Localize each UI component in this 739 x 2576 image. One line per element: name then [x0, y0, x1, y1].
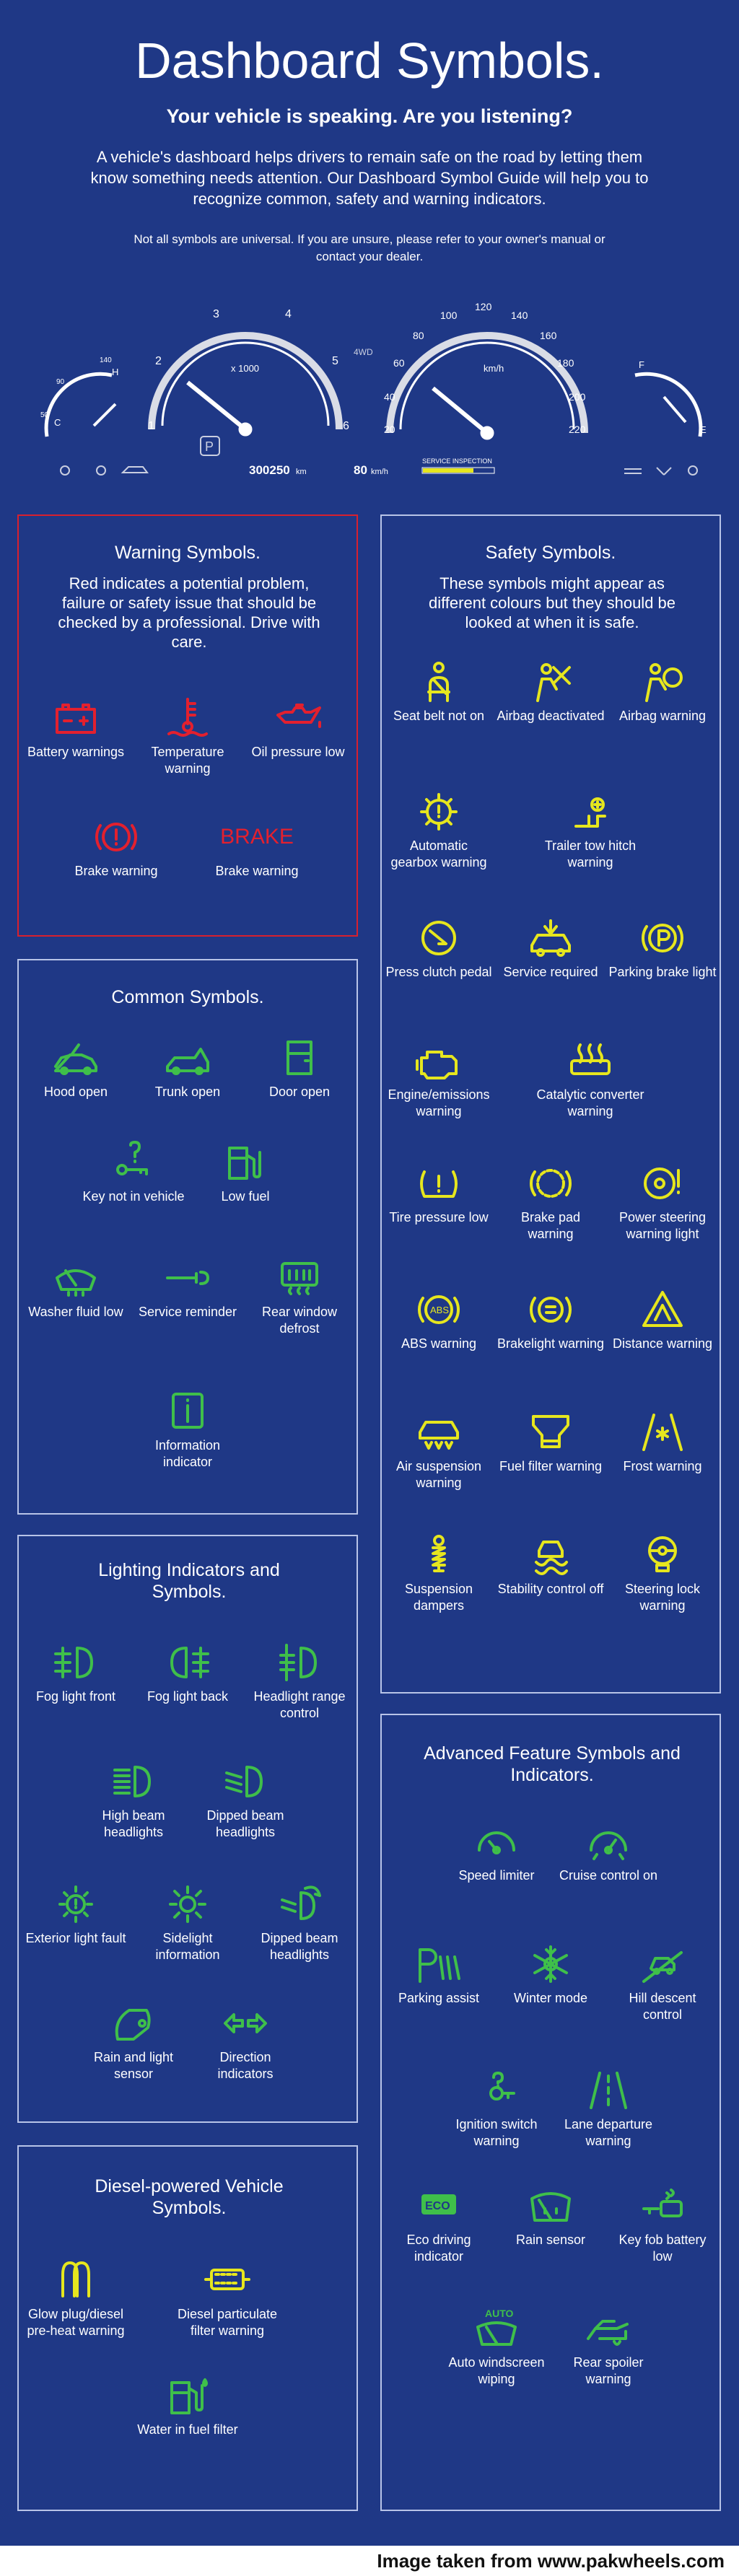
auto-wiper-icon [473, 2307, 520, 2350]
advanced-item [497, 1942, 605, 2007]
engine-icon [416, 1039, 462, 1082]
label: Cruise control on [559, 1868, 658, 1883]
speed-label-80: 80 [413, 330, 424, 341]
advanced-item [608, 2184, 717, 2265]
sidelight-icon [165, 1883, 211, 1926]
service-bar [422, 468, 494, 473]
safety-item [385, 660, 493, 724]
image-credit: Image taken from www.pakwheels.com [0, 2546, 739, 2576]
trailer-icon [567, 790, 613, 833]
lighting-title: Lighting Indicators and Symbols. [98, 1560, 280, 1602]
label: Hill descent control [629, 1991, 696, 2022]
common-symbols-panel [17, 959, 358, 1515]
svg-text:ABS: ABS [430, 1305, 450, 1315]
lighting-item [134, 1641, 242, 1705]
tire-icon [416, 1162, 462, 1205]
key-icon [110, 1141, 157, 1184]
steering-lock-icon [639, 1533, 686, 1577]
advanced-item [554, 2069, 663, 2150]
label: Information indicator [154, 1438, 221, 1469]
advanced-item [554, 1820, 663, 1884]
safety-item [497, 660, 605, 724]
label: Seat belt not on [393, 709, 485, 723]
label: Battery warnings [27, 745, 125, 759]
seatbelt-icon [416, 660, 462, 704]
dpf-icon [204, 2259, 250, 2302]
speed-label-220: 220 [569, 424, 586, 435]
lighting-item [79, 1760, 188, 1841]
lighting-item [22, 1641, 130, 1705]
speed-label-140: 140 [511, 310, 528, 321]
rpm-label-1: 1 [148, 420, 154, 432]
service-inspection-label: SERVICE INSPECTION [422, 457, 492, 465]
label: Service reminder [138, 1305, 237, 1319]
speed-limiter-icon [473, 1820, 520, 1863]
label: Headlight range control [253, 1689, 346, 1720]
headlight-range-icon [276, 1641, 323, 1684]
safety-item [385, 1039, 493, 1120]
common-item [245, 1036, 354, 1100]
power-steering-icon [639, 1162, 686, 1205]
key-fob-icon [639, 2184, 686, 2227]
label: Suspension dampers [404, 1582, 473, 1613]
label: Rear window defrost [261, 1305, 338, 1336]
label: Rain and light sensor [93, 2050, 174, 2081]
safety-item [608, 1162, 717, 1243]
safety-item [497, 1533, 605, 1598]
safety-symbols-panel [380, 514, 721, 1694]
label: Catalytic converter warning [536, 1087, 644, 1118]
washer-icon [53, 1256, 99, 1300]
distance-icon [639, 1288, 686, 1331]
catalytic-icon [567, 1039, 613, 1082]
label: Trunk open [154, 1085, 221, 1099]
safety-item [497, 1288, 605, 1352]
label: Tire pressure low [389, 1210, 489, 1225]
brake-text-icon: BRAKE [220, 825, 294, 849]
label: Brake pad warning [520, 1210, 581, 1241]
label: Eco driving indicator [406, 2233, 471, 2264]
common-item [22, 1036, 130, 1100]
label: Distance warning [612, 1336, 713, 1351]
label: Airbag warning [618, 709, 707, 723]
lane-icon [585, 2069, 631, 2112]
label: Speed limiter [458, 1868, 535, 1883]
label: Brake warning [74, 864, 158, 878]
label: Parking assist [398, 1991, 480, 2005]
light-fault-icon [53, 1883, 99, 1926]
svg-text:ECO: ECO [425, 2200, 450, 2212]
label: Exterior light fault [25, 1931, 126, 1945]
label: Low fuel [221, 1189, 270, 1204]
speed-readout-unit: km/h [371, 468, 388, 476]
label: Power steering warning light [618, 1210, 707, 1241]
safety-item [536, 1039, 644, 1120]
safety-item [497, 1162, 605, 1243]
label: Key fob battery low [618, 2233, 707, 2264]
airbag-icon [639, 660, 686, 704]
warning-symbols-panel [17, 514, 358, 937]
frost-icon [639, 1411, 686, 1454]
temp-label-50: 50 [40, 411, 49, 419]
svg-text:AUTO: AUTO [485, 2308, 514, 2319]
advanced-item [442, 1820, 551, 1884]
speed-readout: 80 [354, 463, 367, 477]
brake-circle-icon [93, 815, 139, 859]
label: Service required [503, 965, 598, 979]
suspension-icon [416, 1533, 462, 1577]
label: Hood open [43, 1085, 108, 1099]
label: Brakelight warning [497, 1336, 605, 1351]
safety-item [385, 1162, 493, 1226]
label: Dipped beam headlights [261, 1931, 338, 1962]
speed-label-20: 20 [384, 424, 395, 435]
label: Rear spoiler warning [573, 2355, 644, 2386]
label: Direction indicators [217, 2050, 274, 2081]
fuel-icon [222, 1141, 268, 1184]
common-title: Common Symbols. [111, 987, 264, 1007]
speed-label-60: 60 [393, 357, 405, 369]
hood-icon [53, 1036, 99, 1079]
lighting-symbols-panel [17, 1535, 358, 2123]
speed-unit: km/h [484, 363, 504, 374]
diesel-title: Diesel-powered Vehicle Symbols. [95, 2176, 284, 2218]
label: Winter mode [513, 1991, 588, 2005]
park-assist-icon [416, 1942, 462, 1986]
stability-icon [528, 1533, 574, 1577]
wrench-icon [165, 1256, 211, 1300]
parking-brake-icon [639, 916, 686, 960]
label: Fuel filter warning [499, 1459, 603, 1473]
safety-item [385, 916, 493, 981]
safety-item [385, 1533, 493, 1614]
safety-item [608, 916, 717, 981]
rpm-label-6: 6 [343, 420, 349, 432]
safety-item [608, 1288, 717, 1352]
label: Rain sensor [515, 2233, 586, 2247]
common-item [134, 1036, 242, 1100]
label: Sidelight information [155, 1931, 220, 1962]
common-item [134, 1390, 242, 1471]
speed-label-100: 100 [440, 310, 458, 321]
odometer-unit: km [296, 468, 307, 476]
label: Fog light back [147, 1689, 229, 1704]
label: Door open [268, 1085, 331, 1099]
cruise-icon [585, 1820, 631, 1863]
advanced-title: Advanced Feature Symbols and Indicators. [424, 1743, 681, 1785]
safety-item [497, 1411, 605, 1475]
rpm-label-2: 2 [155, 355, 162, 367]
advanced-item [385, 1942, 493, 2007]
advanced-item [497, 2184, 605, 2248]
speed-label-180: 180 [557, 357, 574, 369]
clutch-icon [416, 916, 462, 960]
info-icon [165, 1390, 211, 1433]
fuel-label-e: E [700, 424, 707, 435]
label: Steering lock warning [624, 1582, 701, 1613]
speed-label-40: 40 [384, 391, 395, 403]
note-text: Not all symbols are universal. If you are unsure, please refer to your owner's manual or contact your dealer. [134, 232, 605, 263]
temp-label-90: 90 [56, 378, 65, 386]
label: Auto windscreen wiping [448, 2355, 545, 2386]
speed-label-120: 120 [475, 301, 492, 312]
safety-item [385, 1411, 493, 1491]
label: Brake warning [215, 864, 299, 878]
winter-icon [528, 1942, 574, 1986]
temp-label-c: C [54, 417, 61, 428]
label: Washer fluid low [28, 1305, 123, 1319]
safety-item [608, 1411, 717, 1475]
safety-item [497, 916, 605, 981]
warning-title: Warning Symbols. [115, 543, 261, 563]
lighting-item [134, 1883, 242, 1963]
spoiler-icon [585, 2307, 631, 2350]
label: Key not in vehicle [82, 1189, 185, 1204]
label: Air suspension warning [395, 1459, 482, 1490]
rain-light-icon [110, 2002, 157, 2045]
fog-back-icon [165, 1641, 211, 1684]
gear-warning-icon [416, 790, 462, 833]
fog-front-icon [53, 1641, 99, 1684]
label: Trailer tow hitch warning [544, 838, 637, 869]
advanced-item [442, 2069, 551, 2150]
service-car-icon [528, 916, 574, 960]
rpm-label-4: 4 [285, 308, 292, 320]
label: ABS warning [401, 1336, 477, 1351]
label: Parking brake light [608, 965, 717, 979]
oil-can-icon [275, 696, 321, 740]
rain-icon [528, 2184, 574, 2227]
fuel-label-f: F [639, 359, 644, 370]
temp-label-140: 140 [100, 356, 112, 364]
intro-text: A vehicle's dashboard helps drivers to remain safe on the road by letting them know something needs attention. Our Dashboard Symbol Guide will help you to recognize common, safety and warning indicators. [90, 148, 649, 208]
defrost-icon [276, 1256, 323, 1300]
symbol-temperature-warning [134, 696, 242, 777]
label: Dipped beam headlights [206, 1808, 284, 1839]
air-suspension-icon [416, 1411, 462, 1454]
label: Water in fuel filter [137, 2422, 238, 2437]
advanced-symbols-panel [380, 1714, 721, 2511]
brake-pad-icon [528, 1162, 574, 1205]
label: Frost warning [623, 1459, 702, 1473]
symbol-brake-warning-text [203, 815, 311, 880]
lighting-item [245, 1883, 354, 1963]
dipped-beam-icon [222, 1760, 268, 1803]
ignition-icon [473, 2069, 520, 2112]
gear-indicator: P [205, 439, 214, 454]
trunk-icon [165, 1036, 211, 1079]
safety-item [608, 660, 717, 724]
speed-label-160: 160 [540, 330, 557, 341]
hill-descent-icon [639, 1942, 686, 1986]
battery-icon [53, 696, 99, 740]
label: Lane departure warning [564, 2117, 653, 2148]
label: Airbag deactivated [497, 709, 605, 723]
high-beam-icon [110, 1760, 157, 1803]
diesel-item [134, 2374, 242, 2438]
eco-icon [416, 2184, 462, 2227]
page-title: Dashboard Symbols. [135, 32, 604, 89]
odometer-value: 300250 [249, 463, 290, 477]
abs-icon [416, 1288, 462, 1331]
label: Temperature warning [151, 745, 224, 776]
common-item [245, 1256, 354, 1337]
safety-item [536, 790, 644, 871]
safety-description: These symbols might appear as different colours but they should be looked at when it is safe. [428, 574, 676, 631]
lighting-item [79, 2002, 188, 2082]
speed-label-200: 200 [569, 391, 586, 403]
advanced-item [385, 2184, 493, 2265]
advanced-item [608, 1942, 717, 2023]
symbol-battery-warning [22, 696, 130, 761]
lighting-item [245, 1641, 354, 1722]
diesel-item [173, 2259, 281, 2339]
label: Press clutch pedal [385, 965, 492, 979]
label: Ignition switch warning [455, 2117, 538, 2148]
label: Glow plug/diesel pre-heat warning [27, 2307, 125, 2338]
dashboard-illustration [14, 289, 725, 491]
common-item [79, 1141, 188, 1205]
diesel-item [22, 2259, 130, 2339]
mode-label: 4WD [354, 347, 373, 357]
rpm-label-5: 5 [332, 355, 338, 367]
symbol-brake-warning-circle [62, 815, 170, 880]
thermometer-icon [165, 696, 211, 740]
label: Fog light front [35, 1689, 116, 1704]
common-item [191, 1141, 299, 1205]
safety-item [385, 790, 493, 871]
label: Automatic gearbox warning [390, 838, 487, 869]
page-subtitle: Your vehicle is speaking. Are you listening? [166, 105, 573, 127]
rpm-unit: x 1000 [231, 363, 260, 374]
temp-label-h: H [112, 367, 119, 377]
label: Stability control off [497, 1582, 604, 1596]
lighting-item [191, 1760, 299, 1841]
brakelight-icon [528, 1288, 574, 1331]
fuel-filter-icon [528, 1411, 574, 1454]
safety-title: Safety Symbols. [485, 543, 616, 563]
warning-description: Red indicates a potential problem, failure or safety issue that should be checked by a professional. Drive with care. [58, 574, 320, 651]
diesel-symbols-panel [17, 2145, 358, 2511]
label: Oil pressure low [251, 745, 345, 759]
common-item [22, 1256, 130, 1320]
label: Engine/emissions warning [388, 1087, 490, 1118]
label: High beam headlights [102, 1808, 165, 1839]
symbol-oil-pressure-low [244, 696, 352, 761]
lighting-item [191, 2002, 299, 2082]
direction-icon [222, 2002, 268, 2045]
lighting-item [22, 1883, 130, 1947]
dipped-auto-icon [276, 1883, 323, 1926]
common-item [134, 1256, 242, 1320]
label: Diesel particulate filter warning [177, 2307, 278, 2338]
advanced-item [554, 2307, 663, 2388]
safety-item [385, 1288, 493, 1352]
glow-plug-icon [53, 2259, 99, 2302]
rpm-label-3: 3 [213, 308, 219, 320]
advanced-item [442, 2307, 551, 2388]
airbag-off-icon [528, 660, 574, 704]
water-fuel-icon [165, 2374, 211, 2417]
door-icon [276, 1036, 323, 1079]
safety-item [608, 1533, 717, 1614]
